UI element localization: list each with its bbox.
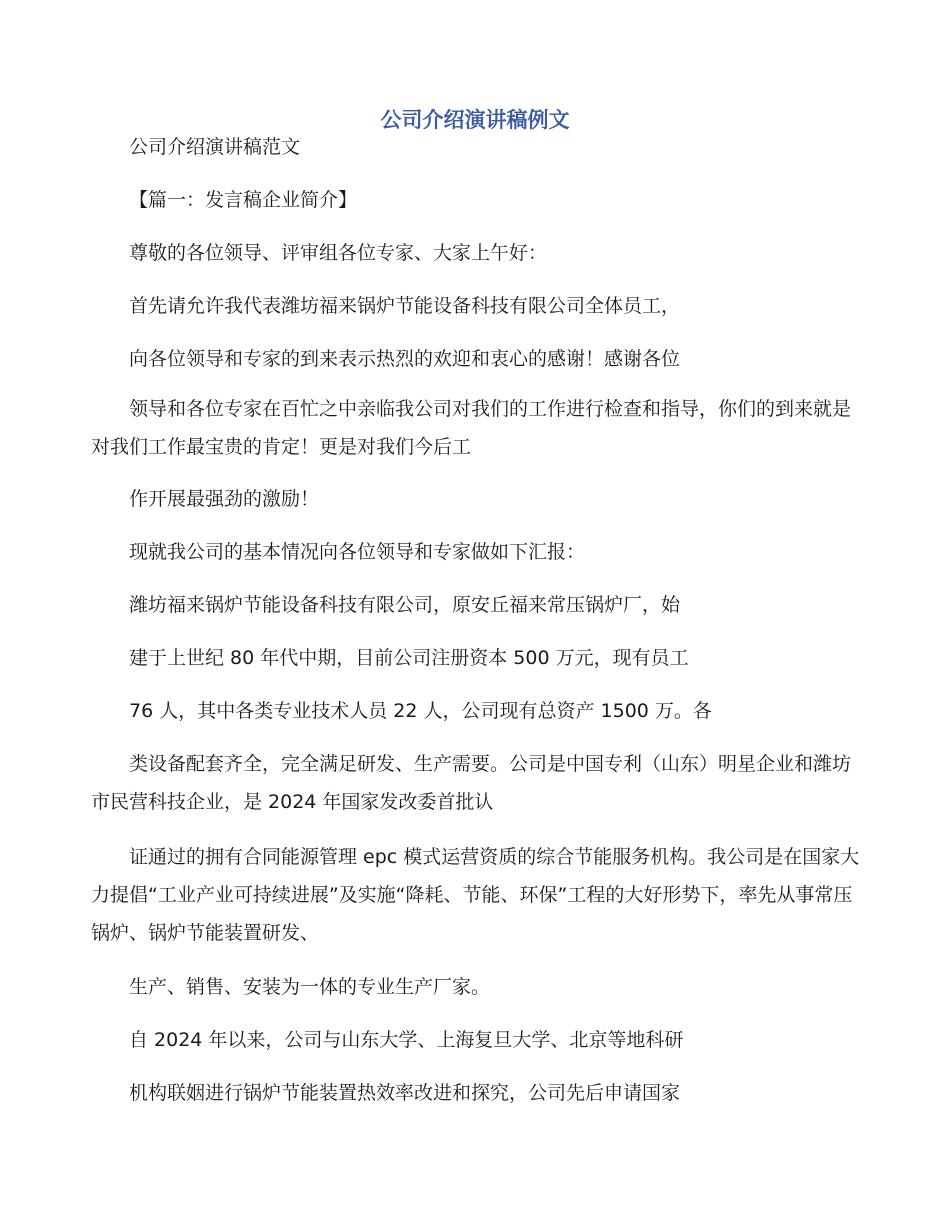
paragraph: 类设备配套齐全，完全满足研发、生产需要。公司是中国专利（山东）明星企业和潍坊市民营科技企业，是 2024 年国家发改委首批认	[91, 753, 852, 813]
paragraph: 现就我公司的基本情况向各位领导和专家做如下汇报：	[129, 541, 586, 563]
paragraph: 向各位领导和专家的到来表示热烈的欢迎和衷心的感谢！感谢各位	[129, 348, 681, 370]
paragraph: 生产、销售、安装为一体的专业生产厂家。	[129, 976, 491, 998]
paragraph: 76 人，其中各类专业技术人员 22 人，公司现有总资产 1500 万。各	[129, 700, 712, 722]
paragraph: 首先请允许我代表潍坊福来锅炉节能设备科技有限公司全体员工，	[129, 295, 681, 317]
paragraph: 公司介绍演讲稿范文	[129, 136, 301, 158]
paragraph: 【篇一：发言稿企业简介】	[129, 189, 358, 211]
paragraph: 领导和各位专家在百忙之中亲临我公司对我们的工作进行检查和指导，你们的到来就是对我们工作最宝贵的肯定！更是对我们今后工	[91, 398, 852, 458]
paragraph: 机构联姻进行锅炉节能装置热效率改进和探究，公司先后申请国家	[129, 1082, 681, 1104]
paragraph: 证通过的拥有合同能源管理 epc 模式运营资质的综合节能服务机构。我公司是在国家大力提倡“工业产业可持续进展”及实施“降耗、节能、环保”工程的大好形势下，率先从事常压锅炉、锅炉节能装置研发、	[91, 846, 860, 944]
document-title: 公司介绍演讲稿例文	[380, 108, 570, 132]
paragraph: 尊敬的各位领导、评审组各位专家、大家上午好：	[129, 242, 548, 264]
paragraph: 建于上世纪 80 年代中期，目前公司注册资本 500 万元，现有员工	[129, 647, 689, 669]
paragraph: 作开展最强劲的激励！	[129, 488, 320, 510]
paragraph: 自 2024 年以来，公司与山东大学、上海复旦大学、北京等地科研	[129, 1029, 684, 1051]
paragraph: 潍坊福来锅炉节能设备科技有限公司，原安丘福来常压锅炉厂，始	[129, 594, 681, 616]
